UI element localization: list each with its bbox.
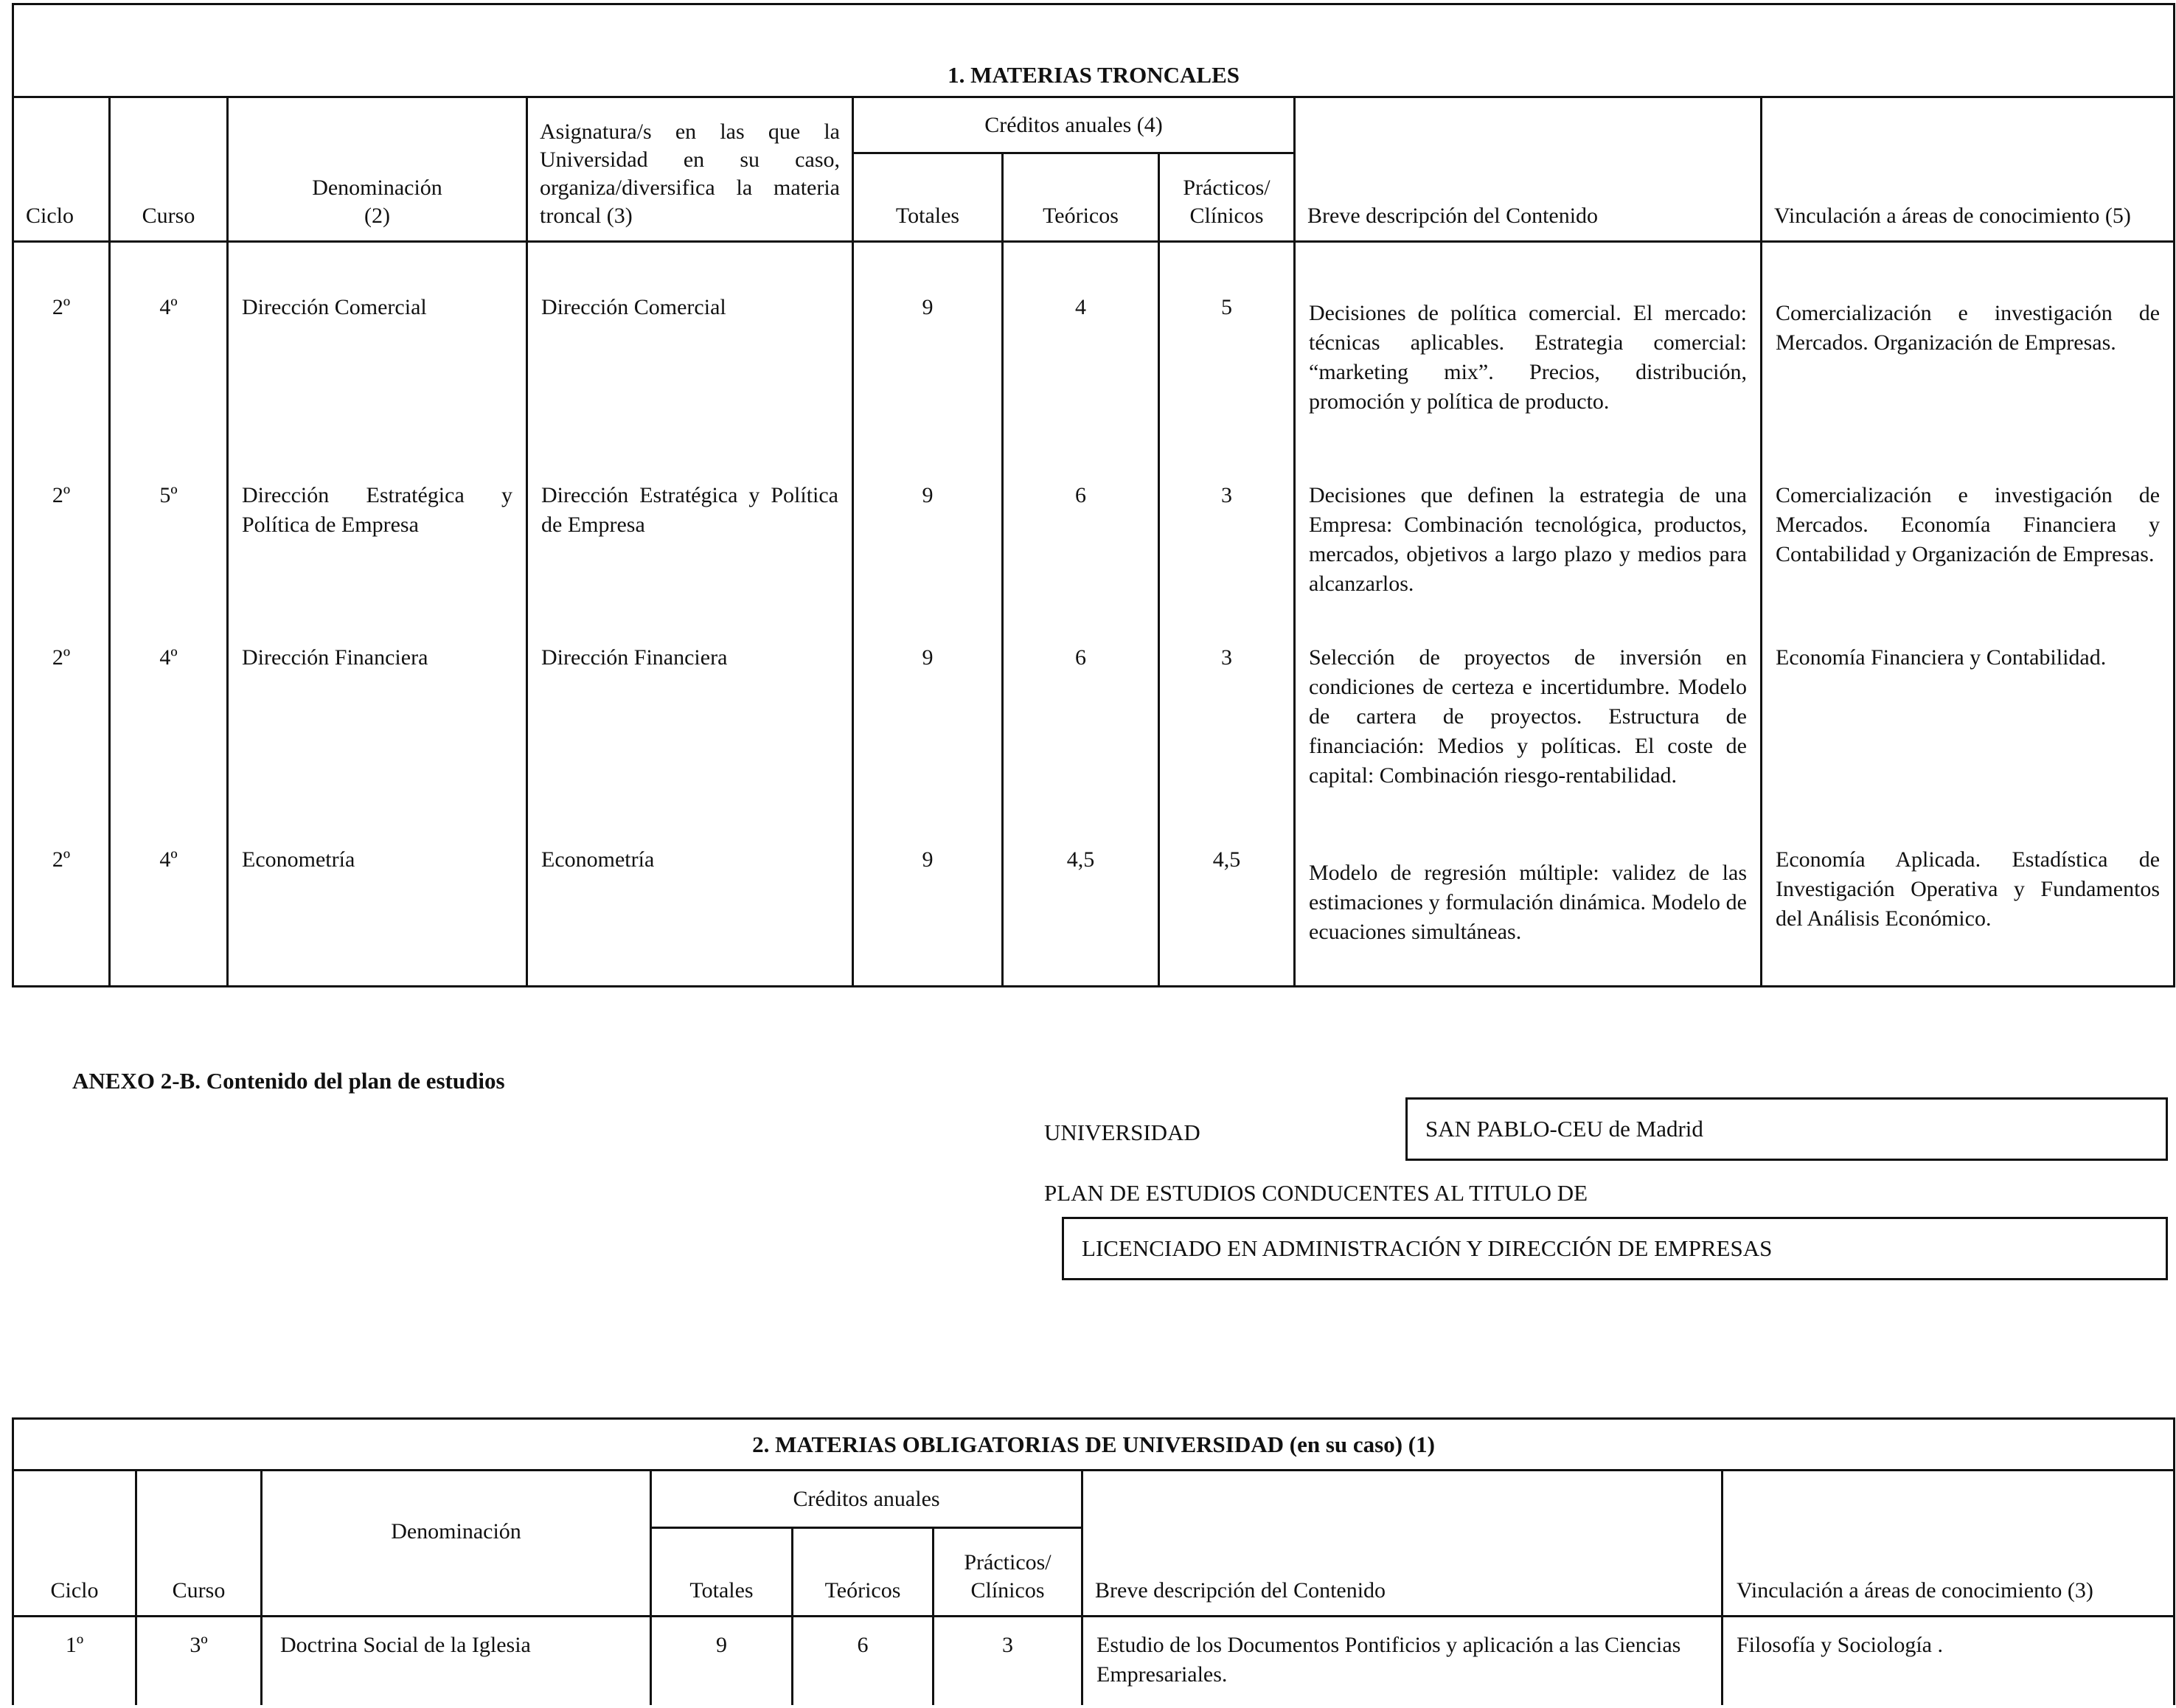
cell-teoricos: 4 [1003,242,1159,478]
header-descripcion: Breve descripción del Contenido [1295,97,1762,242]
cell-ciclo: 2º [13,842,110,987]
cell-totales: 9 [853,842,1003,987]
header-curso: Curso [110,97,228,242]
cell-descripcion: Decisiones de política comercial. El mercado: técnicas aplicables. Estrategia comercial: “marketing mix”. Precios, distribución, promoción y política de producto. [1295,242,1762,478]
cell-descripcion: Selección de proyectos de inversión en condiciones de certeza e incertidumbre. Modelo de cartera de proyectos. Estructura de financiación: Medios y políticas. El coste de capital: Combinación riesgo-rentabilidad. [1295,640,1762,842]
table-title: 2. MATERIAS OBLIGATORIAS DE UNIVERSIDAD (en su caso) (1) [13,1419,2175,1471]
anexo-heading: ANEXO 2-B. Contenido del plan de estudios [72,1068,505,1094]
cell-descripcion: Decisiones que definen la estrategia de una Empresa: Combinación tecnológica, productos, mercados, objetivos a largo plazo y medios para alcanzarlos. [1295,478,1762,640]
cell-curso: 4º [110,242,228,478]
cell-teoricos: 6 [1003,640,1159,842]
cell-practicos: 4,5 [1159,842,1295,987]
cell-curso: 4º [110,842,228,987]
header-vinculacion: Vinculación a áreas de conocimiento (3) [1723,1471,2175,1617]
cell-curso: 3º [136,1617,262,1705]
cell-denominacion: Dirección Estratégica y Política de Empresa [228,478,527,640]
cell-practicos: 3 [1159,640,1295,842]
cell-asignatura: Dirección Estratégica y Política de Empresa [527,478,853,640]
header-totales: Totales [853,153,1003,242]
cell-practicos: 3 [1159,478,1295,640]
table-row [13,842,2175,987]
cell-practicos: 3 [934,1617,1082,1705]
cell-totales: 9 [651,1617,793,1705]
cell-denominacion: Doctrina Social de la Iglesia [262,1617,651,1705]
cell-curso: 4º [110,640,228,842]
cell-denominacion: Dirección Comercial [228,242,527,478]
header-creditos: Créditos anuales [651,1471,1082,1528]
cell-totales: 9 [853,242,1003,478]
cell-asignatura: Dirección Financiera [527,640,853,842]
cell-asignatura: Dirección Comercial [527,242,853,478]
table-row [13,242,2175,478]
cell-denominacion: Econometría [228,842,527,987]
cell-teoricos: 6 [793,1617,934,1705]
cell-totales: 9 [853,640,1003,842]
header-practicos: Prácticos/ Clínicos [1159,153,1295,242]
cell-ciclo: 2º [13,640,110,842]
header-denominacion: Denominación [262,1471,651,1617]
plan-label: PLAN DE ESTUDIOS CONDUCENTES AL TITULO DE [1044,1180,1588,1206]
cell-teoricos: 6 [1003,478,1159,640]
cell-curso: 5º [110,478,228,640]
cell-ciclo: 1º [13,1617,136,1705]
header-curso: Curso [136,1471,262,1617]
cell-denominacion: Dirección Financiera [228,640,527,842]
cell-teoricos: 4,5 [1003,842,1159,987]
header-teoricos: Teóricos [793,1528,934,1617]
cell-practicos: 5 [1159,242,1295,478]
titulo-value: LICENCIADO EN ADMINISTRACIÓN Y DIRECCIÓN DE EMPRESAS [1082,1235,1773,1261]
table-row [13,1617,2175,1705]
header-vinculacion: Vinculación a áreas de conocimiento (5) [1762,97,2175,242]
table-row [13,478,2175,640]
cell-ciclo: 2º [13,242,110,478]
cell-vinculacion: Economía Financiera y Contabilidad. [1762,640,2175,842]
header-totales: Totales [651,1528,793,1617]
universidad-box [1405,1097,2168,1161]
cell-descripcion: Estudio de los Documentos Pontificios y aplicación a las Ciencias Empresariales. [1082,1617,1723,1705]
cell-totales: 9 [853,478,1003,640]
materias-troncales-table [12,3,2175,987]
header-asignaturas: Asignatura/s en las que la Universidad en su caso, organiza/diversifica la materia troncal (3) [527,97,853,242]
header-descripcion: Breve descripción del Contenido [1082,1471,1723,1617]
universidad-label: UNIVERSIDAD [1044,1119,1200,1145]
header-practicos: Prácticos/ Clínicos [934,1528,1082,1617]
universidad-value: SAN PABLO-CEU de Madrid [1425,1116,1703,1142]
header-teoricos: Teóricos [1003,153,1159,242]
table-row [13,640,2175,842]
cell-asignatura: Econometría [527,842,853,987]
titulo-box [1062,1217,2168,1280]
header-ciclo: Ciclo [13,97,110,242]
cell-ciclo: 2º [13,478,110,640]
cell-vinculacion: Filosofía y Sociología . [1723,1617,2175,1705]
materias-obligatorias-table [12,1417,2175,1705]
cell-vinculacion: Economía Aplicada. Estadística de Investigación Operativa y Fundamentos del Análisis Económico. [1762,842,2175,987]
cell-vinculacion: Comercialización e investigación de Mercados. Economía Financiera y Contabilidad y Organización de Empresas. [1762,478,2175,640]
table-title: 1. MATERIAS TRONCALES [13,4,2175,97]
header-denominacion: Denominación (2) [228,97,527,242]
cell-descripcion: Modelo de regresión múltiple: validez de las estimaciones y formulación dinámica. Modelo de ecuaciones simultáneas. [1295,842,1762,987]
cell-vinculacion: Comercialización e investigación de Mercados. Organización de Empresas. [1762,242,2175,478]
header-creditos: Créditos anuales (4) [853,97,1295,153]
header-ciclo: Ciclo [13,1471,136,1617]
